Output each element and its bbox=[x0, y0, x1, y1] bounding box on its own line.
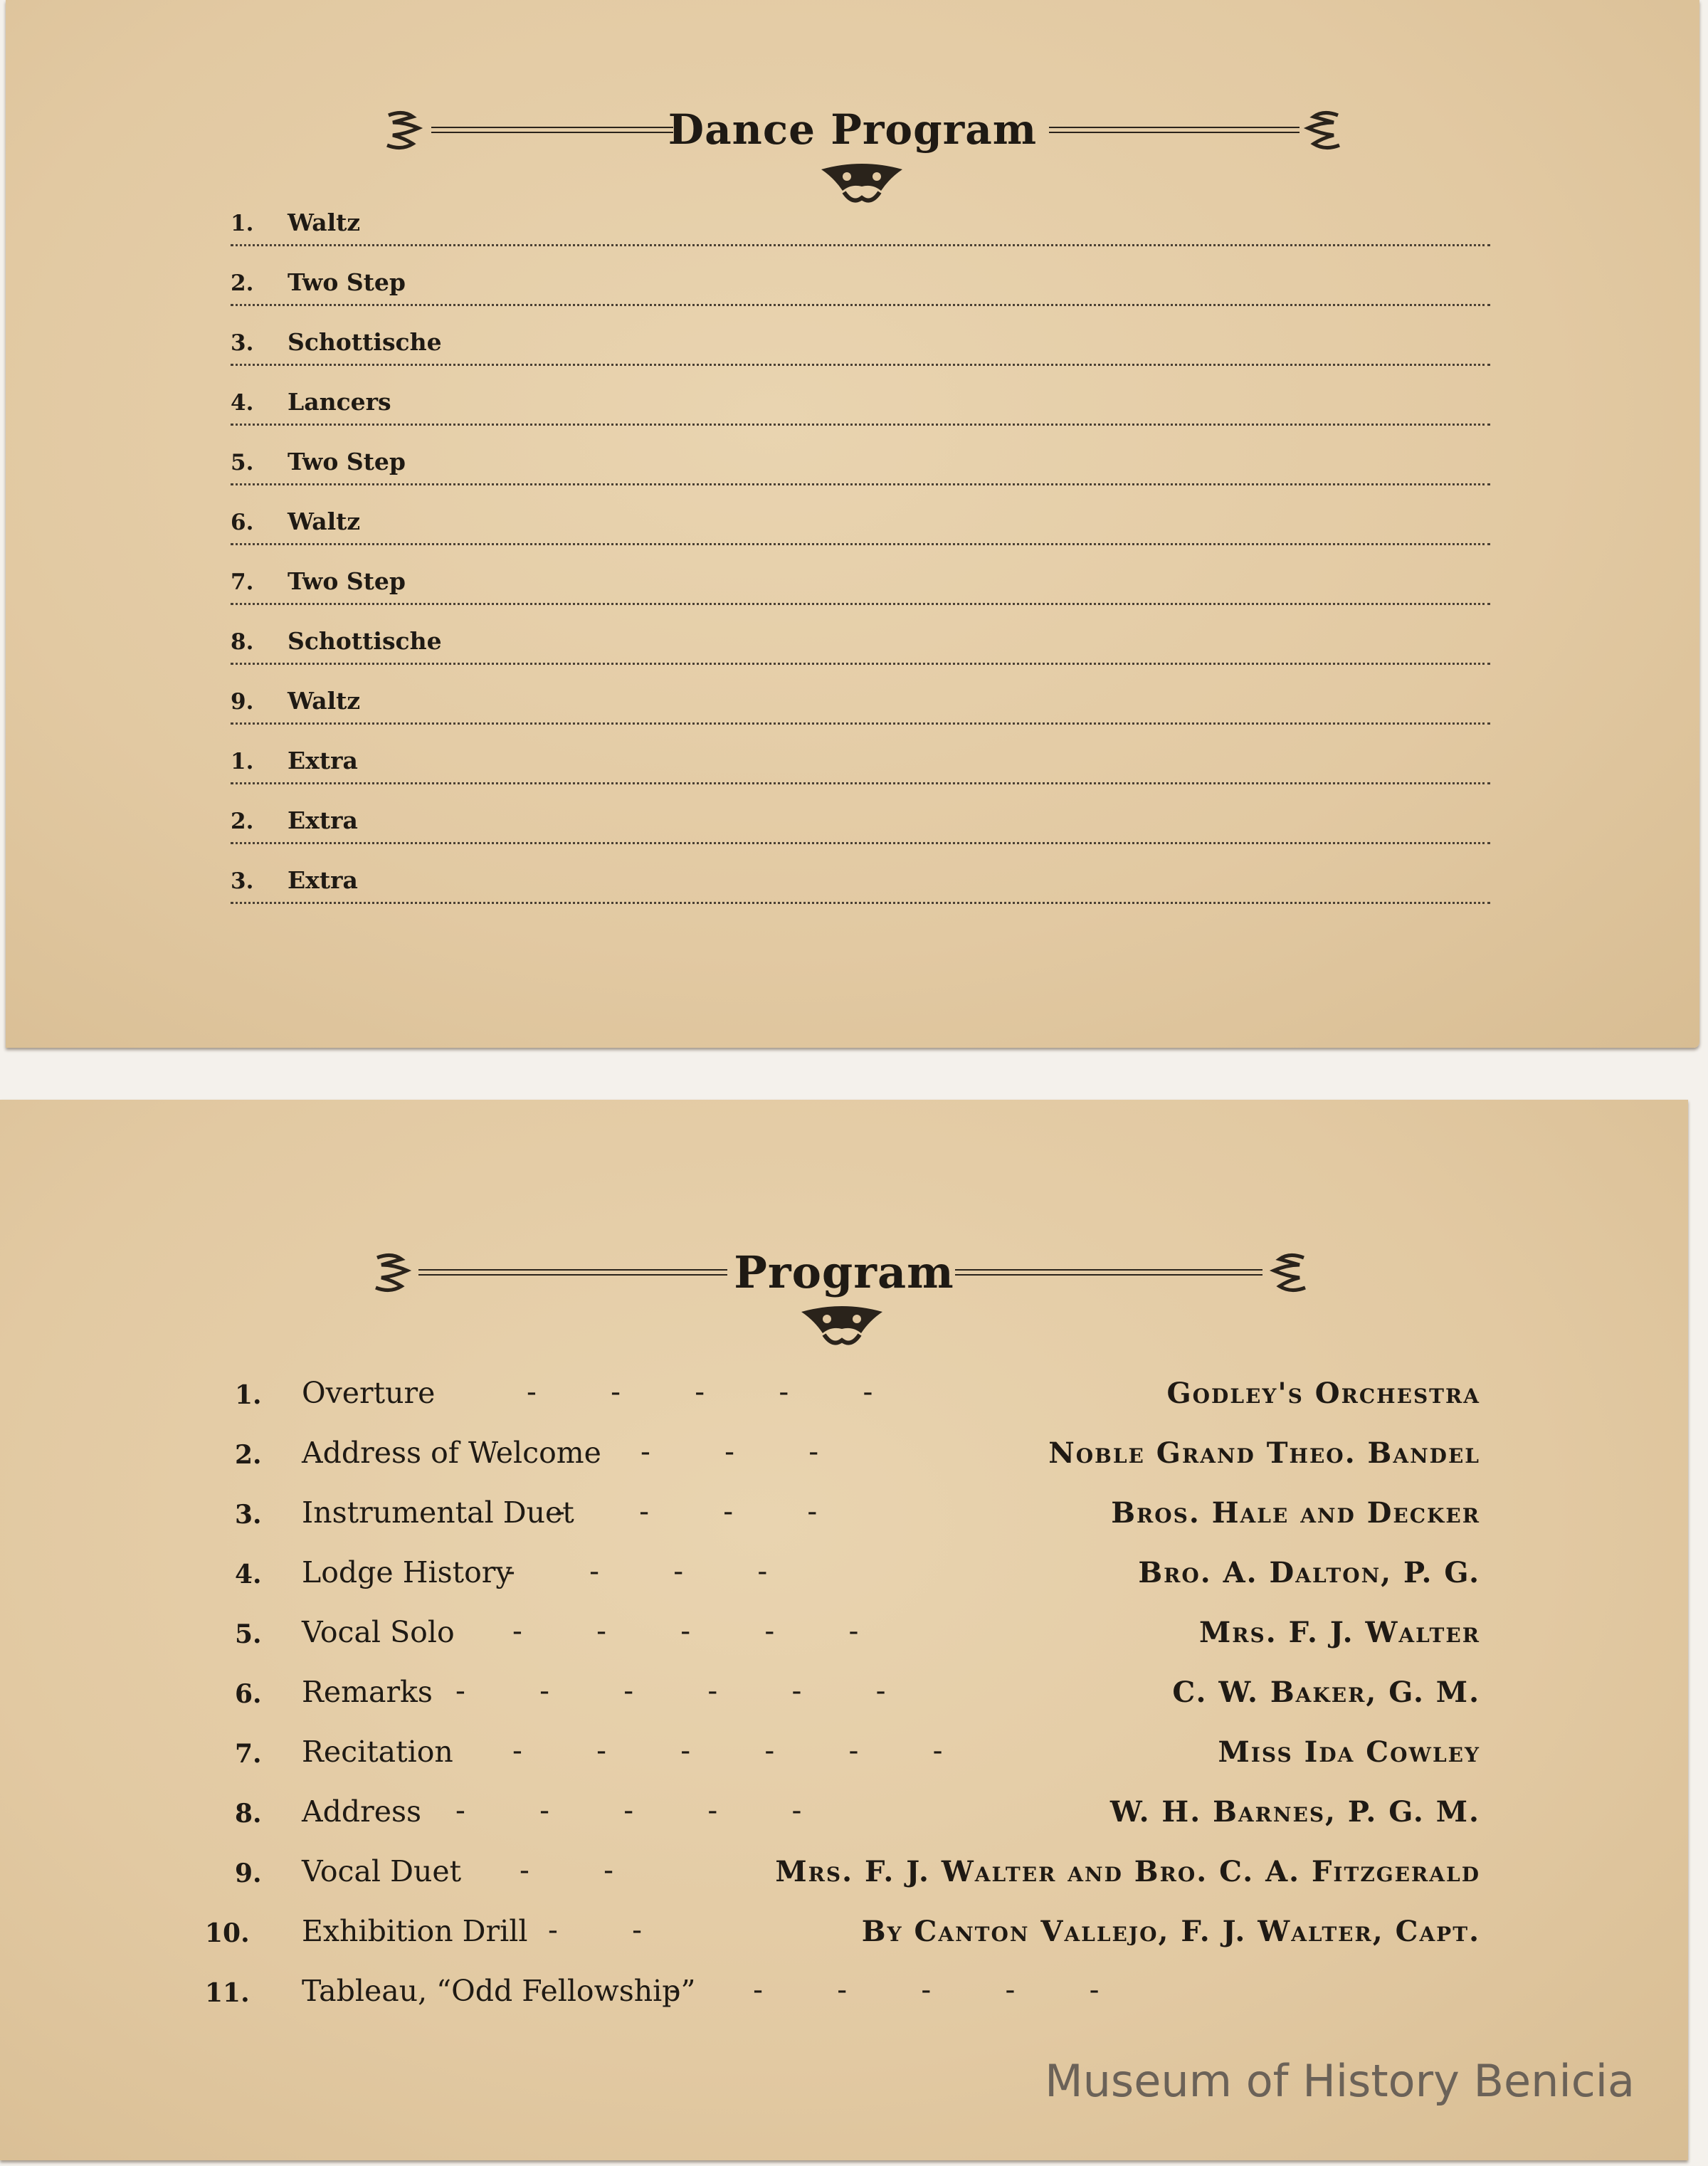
program-item bbox=[214, 1356, 1480, 1416]
dance-name: Waltz bbox=[288, 209, 361, 236]
dance-row bbox=[231, 605, 1490, 665]
program-item bbox=[214, 1834, 1480, 1894]
leader-dashes: - - - bbox=[640, 1434, 819, 1468]
dance-number: 8. bbox=[231, 629, 254, 655]
dance-number: 7. bbox=[231, 569, 254, 595]
dance-row bbox=[231, 186, 1490, 246]
dance-name: Two Step bbox=[288, 567, 406, 595]
dance-number: 5. bbox=[231, 450, 254, 475]
scroll-ornament-right-icon bbox=[1295, 107, 1345, 154]
program-item bbox=[214, 1775, 1480, 1834]
item-performer: Mrs. F. J. Walter and Bro. C. A. Fitzgerald bbox=[775, 1855, 1480, 1888]
dance-number: 9. bbox=[231, 689, 254, 715]
leader-dashes: - - - - - - bbox=[669, 1972, 1100, 2007]
item-performer: Mrs. F. J. Walter bbox=[1198, 1616, 1480, 1649]
dance-row bbox=[231, 366, 1490, 426]
scroll-ornament-right-icon bbox=[1261, 1249, 1311, 1296]
program-item bbox=[214, 1416, 1480, 1476]
dance-name: Schottische bbox=[288, 627, 442, 655]
dance-name: Extra bbox=[288, 866, 358, 894]
dance-number: 3. bbox=[231, 330, 254, 356]
dance-name: Schottische bbox=[288, 328, 442, 356]
item-number: 7. bbox=[235, 1739, 262, 1769]
dance-number: 2. bbox=[231, 270, 254, 296]
dance-number: 3. bbox=[231, 868, 254, 894]
leader-dashes: - - bbox=[520, 1853, 613, 1887]
leader-dashes: - - bbox=[548, 1913, 642, 1947]
leader-dashes: - - - - - - bbox=[512, 1733, 943, 1767]
item-number: 11. bbox=[205, 1978, 250, 2008]
dance-name: Two Step bbox=[288, 448, 406, 475]
dance-name: Two Step bbox=[288, 268, 406, 296]
dance-row bbox=[231, 306, 1490, 366]
dance-number: 1. bbox=[231, 211, 254, 236]
program-item bbox=[214, 1535, 1480, 1595]
dance-program-title: Dance Program bbox=[668, 105, 1038, 154]
program-item bbox=[205, 1894, 1480, 1954]
item-number: 2. bbox=[235, 1440, 262, 1470]
item-number: 3. bbox=[235, 1500, 262, 1530]
item-performer: Bro. A. Dalton, P. G. bbox=[1138, 1556, 1480, 1589]
program-card bbox=[0, 1100, 1688, 2160]
item-title: Address bbox=[302, 1794, 422, 1829]
dance-row bbox=[231, 725, 1490, 784]
item-performer: Noble Grand Theo. Bandel bbox=[1048, 1436, 1480, 1470]
museum-watermark: Museum of History Benicia bbox=[1045, 2055, 1635, 2107]
dance-row bbox=[231, 426, 1490, 485]
item-performer: Godley's Orchestra bbox=[1166, 1377, 1480, 1410]
leader-dashes: - - - - bbox=[555, 1494, 818, 1528]
item-title: Overture bbox=[302, 1376, 436, 1410]
program-item bbox=[205, 1954, 1480, 2014]
dance-row bbox=[231, 665, 1490, 725]
item-performer: By Canton Vallejo, F. J. Walter, Capt. bbox=[861, 1915, 1480, 1948]
item-number: 8. bbox=[235, 1799, 262, 1829]
dance-name: Waltz bbox=[288, 687, 361, 715]
program-item bbox=[214, 1595, 1480, 1655]
item-performer: W. H. Barnes, P. G. M. bbox=[1109, 1795, 1480, 1829]
item-title: Vocal Duet bbox=[302, 1854, 462, 1888]
heading-rule-right bbox=[955, 1268, 1262, 1276]
item-number: 5. bbox=[235, 1619, 262, 1649]
item-title: Remarks bbox=[302, 1675, 433, 1709]
dance-row bbox=[231, 246, 1490, 306]
item-title: Address of Welcome bbox=[302, 1436, 601, 1470]
item-number: 10. bbox=[205, 1918, 250, 1948]
dance-number: 4. bbox=[231, 390, 254, 416]
item-performer: C. W. Baker, G. M. bbox=[1172, 1676, 1480, 1709]
item-title: Lodge History bbox=[302, 1555, 512, 1589]
dance-number: 1. bbox=[231, 749, 254, 774]
item-title: Vocal Solo bbox=[302, 1615, 455, 1649]
dance-name: Extra bbox=[288, 806, 358, 834]
leader-dashes: - - - - - - bbox=[455, 1673, 886, 1708]
item-number: 6. bbox=[235, 1679, 262, 1709]
program-item bbox=[214, 1476, 1480, 1535]
leader-dashes: - - - - - bbox=[512, 1614, 859, 1648]
item-title: Tableau, “Odd Fellowship” bbox=[302, 1974, 696, 2008]
dance-name: Extra bbox=[288, 747, 358, 774]
dance-program-card bbox=[6, 0, 1699, 1048]
dance-row bbox=[231, 485, 1490, 545]
item-number: 1. bbox=[235, 1380, 262, 1410]
fleuron-ornament-icon bbox=[796, 1305, 888, 1349]
dance-name: Lancers bbox=[288, 388, 391, 416]
item-number: 4. bbox=[235, 1560, 262, 1589]
dance-name: Waltz bbox=[288, 508, 361, 535]
item-performer: Miss Ida Cowley bbox=[1218, 1735, 1480, 1769]
dance-number: 2. bbox=[231, 809, 254, 834]
leader-dashes: - - - - - bbox=[527, 1374, 873, 1409]
item-title: Exhibition Drill bbox=[302, 1914, 528, 1948]
item-number: 9. bbox=[235, 1859, 262, 1888]
dance-row bbox=[231, 545, 1490, 605]
leader-dashes: - - - - - bbox=[455, 1793, 802, 1827]
partner-signature-line[interactable] bbox=[231, 902, 1490, 904]
item-performer: Bros. Hale and Decker bbox=[1111, 1496, 1480, 1530]
program-item bbox=[214, 1655, 1480, 1715]
heading-rule-right bbox=[1049, 125, 1300, 134]
dance-row bbox=[231, 844, 1490, 904]
dance-row bbox=[231, 784, 1490, 844]
item-title: Instrumental Duet bbox=[302, 1495, 574, 1530]
program-item bbox=[214, 1715, 1480, 1775]
leader-dashes: - - - - bbox=[505, 1554, 768, 1588]
program-title: Program bbox=[734, 1246, 954, 1298]
item-title: Recitation bbox=[302, 1735, 453, 1769]
dance-number: 6. bbox=[231, 510, 254, 535]
